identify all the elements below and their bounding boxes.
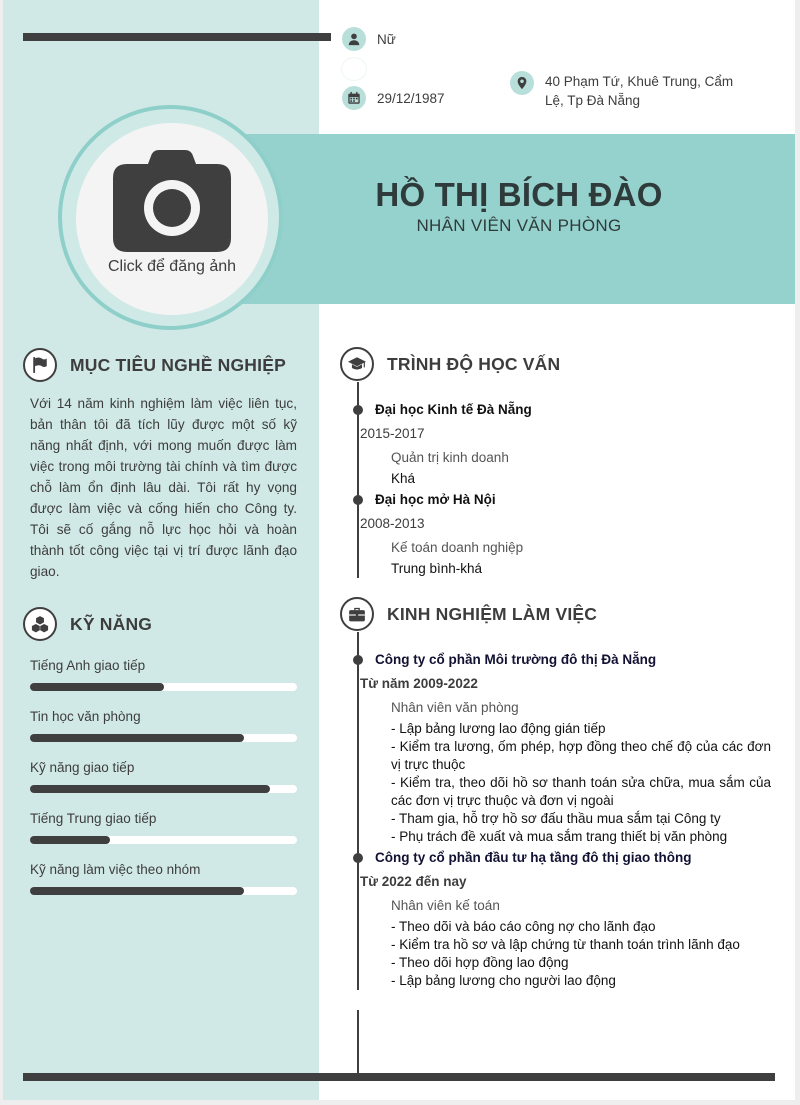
map-pin-icon (510, 71, 534, 95)
skill-bar (30, 887, 297, 895)
duty-item: - Theo dõi hợp đồng lao động (391, 955, 569, 970)
skills-title: KỸ NĂNG (70, 613, 153, 634)
skill-label: Tiếng Trung giao tiếp (30, 811, 157, 826)
objective-header (23, 348, 286, 382)
skill-bar (30, 683, 297, 691)
birthdate-text: 29/12/1987 (377, 91, 445, 106)
experience-header (340, 597, 597, 631)
duty-item: - Theo dõi và báo cáo công nợ cho lãnh đạo (391, 919, 656, 934)
objective-text: Với 14 năm kinh nghiệm làm việc liên tục, bản thân tôi đã tích lũy được một số kỹ năng nhất định, với mong muốn được làm việc trong môi trường tài chính và tìm được chỗ làm ổn định lâu dài. Tôi rất hy vọng được làm việc và cống hiến cho Công ty. Tôi sẽ cố gắng nỗ lực học hỏi và hoàn thành tốt công việc tại vị trí được lãnh đạo giao. (30, 396, 297, 579)
duty-item: - Lập bảng lương cho người lao động (391, 973, 616, 988)
education-years: 2015-2017 (360, 426, 425, 441)
graduation-cap-icon (340, 347, 374, 381)
skills-header (23, 607, 152, 641)
experience-timeline (357, 632, 359, 990)
contact-address (510, 71, 740, 110)
school-name: Đại học mở Hà Nội (375, 492, 496, 507)
timeline-dot (353, 495, 363, 505)
education-grade: Trung bình-khá (391, 561, 483, 576)
skill-label: Tin học văn phòng (30, 709, 141, 724)
work-position: Nhân viên kế toán (391, 898, 500, 913)
duty-item: - Kiểm tra, theo dõi hồ sơ thanh toán sửa chữa, mua sắm của các đơn vị trực thuộc và đơn vị ngoài (391, 775, 771, 808)
skill-level (30, 836, 110, 844)
timeline-dot (353, 405, 363, 415)
contact-birthdate (342, 86, 445, 110)
job-title: NHÂN VIÊN VĂN PHÒNG (416, 216, 622, 235)
education-major: Kế toán doanh nghiệp (391, 540, 524, 555)
full-name: HỒ THỊ BÍCH ĐÀO (375, 176, 663, 213)
education-title: TRÌNH ĐỘ HỌC VẤN (387, 353, 561, 374)
education-years: 2008-2013 (360, 516, 425, 531)
skill-label: Kỹ năng giao tiếp (30, 760, 135, 775)
duty-item: - Phụ trách đề xuất và mua sắm trang thiết bị văn phòng (391, 829, 728, 844)
timeline-dot (353, 655, 363, 665)
bottom-divider (23, 1073, 775, 1081)
duty-item: - Kiểm tra lương, ốm phép, hợp đồng theo chế độ của các đơn vị trực thuộc (391, 739, 771, 772)
skill-bar (30, 836, 297, 844)
skill-level (30, 734, 244, 742)
duty-list (391, 918, 771, 990)
camera-icon[interactable] (113, 150, 231, 252)
briefcase-icon (340, 597, 374, 631)
photo-caption[interactable]: Click để đăng ảnh (107, 258, 237, 275)
skill-level (30, 887, 244, 895)
skill-label: Tiếng Anh giao tiếp (30, 658, 146, 673)
calendar-icon (342, 86, 366, 110)
work-position: Nhân viên văn phòng (391, 700, 519, 715)
flag-icon (23, 348, 57, 382)
education-major: Quản trị kinh doanh (391, 450, 509, 465)
resume-page (3, 0, 795, 1100)
skill-level (30, 785, 270, 793)
education-header (340, 347, 560, 381)
education-grade: Khá (391, 471, 416, 486)
work-period: Từ năm 2009-2022 (360, 676, 478, 691)
work-period: Từ 2022 đến nay (360, 874, 467, 889)
timeline-dot (353, 853, 363, 863)
duty-list (391, 720, 771, 846)
duty-item: - Lập bảng lương lao động gián tiếp (391, 721, 606, 736)
skill-label: Kỹ năng làm việc theo nhóm (30, 862, 201, 877)
contact-gender (342, 27, 396, 51)
bottom-timeline-stub (357, 1010, 359, 1074)
skill-bar (30, 734, 297, 742)
experience-title: KINH NGHIỆM LÀM VIỆC (387, 603, 598, 624)
user-icon (342, 27, 366, 51)
objective-title: MỤC TIÊU NGHỀ NGHIỆP (70, 354, 286, 375)
address-text: 40 Phạm Tứ, Khuê Trung, Cẩm Lệ, Tp Đà Nẵng (545, 74, 734, 108)
duty-item: - Tham gia, hỗ trợ hồ sơ đấu thầu mua sắm tại Công ty (391, 811, 721, 826)
company-name: Công ty cổ phần Môi trường đô thị Đà Nẵng (375, 652, 657, 667)
school-name: Đại học Kinh tế Đà Nẵng (375, 402, 532, 417)
cubes-icon (23, 607, 57, 641)
gender-text: Nữ (377, 32, 396, 47)
top-divider (23, 33, 331, 41)
company-name: Công ty cổ phần đầu tư hạ tầng đô thị giao thông (375, 850, 692, 865)
blank-contact-icon (342, 58, 366, 80)
skill-level (30, 683, 164, 691)
duty-item: - Kiểm tra hồ sơ và lập chứng từ thanh toán trình lãnh đạo (391, 937, 740, 952)
skill-bar (30, 785, 297, 793)
